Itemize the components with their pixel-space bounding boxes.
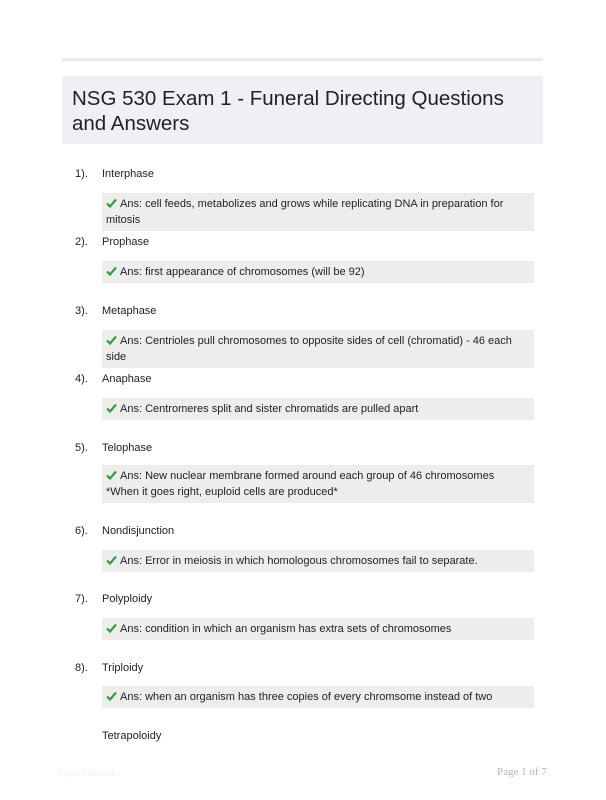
page-title: NSG 530 Exam 1 - Funeral Directing Questions and Answers [72,87,504,135]
answer-box [102,465,534,503]
question-number: 6). [75,525,88,537]
question-number: 8). [75,662,88,674]
answer-text: Ans: New nuclear membrane formed around each group of 46 chromosomes *When it goes right, euploid cells are produced* [106,470,495,498]
question-number: 4). [75,373,88,385]
check-icon [106,555,117,565]
check-icon [106,198,117,208]
check-icon [106,470,117,480]
check-icon [106,623,117,633]
title-banner [62,76,543,144]
check-icon [106,335,117,345]
answer-box [102,398,534,420]
answer-box [102,193,534,231]
question-term: Triploidy [102,662,144,674]
answer-box [102,550,534,572]
question-number: 7). [75,593,88,605]
answer-box [102,686,534,708]
page-number: Page 1 of 7 [497,766,547,778]
question-term: Anaphase [102,373,152,385]
answer-box [102,261,534,283]
question-term: Telophase [102,442,153,454]
answer-text: Ans: first appearance of chromosomes (will be 92) [120,266,365,278]
answer-text: Ans: condition in which an organism has extra sets of chromosomes [120,623,452,635]
footer-watermark: Papertrain.com [58,768,120,778]
question-term: Prophase [102,236,150,248]
question-term: Nondisjunction [102,525,175,537]
question-number: 1). [75,168,88,180]
question-number: 2). [75,236,88,248]
top-divider [62,58,543,61]
question-number: 3). [75,305,88,317]
answer-text: Ans: Centrioles pull chromosomes to opposite sides of cell (chromatid) - 46 each side [106,335,512,363]
answer-text: Ans: when an organism has three copies of every chromsome instead of two [120,691,493,703]
answer-text: Ans: cell feeds, metabolizes and grows while replicating DNA in preparation for mitosis [106,198,504,226]
question-number: 5). [75,442,88,454]
check-icon [106,403,117,413]
answer-text: Ans: Centromeres split and sister chromatids are pulled apart [120,403,419,415]
check-icon [106,266,117,276]
question-term: Interphase [102,168,154,180]
answer-text: Ans: Error in meiosis in which homologous chromosomes fail to separate. [120,555,478,567]
check-icon [106,691,117,701]
question-term: Metaphase [102,305,157,317]
answer-box [102,618,534,640]
answer-box [102,330,534,368]
question-term: Polyploidy [102,593,153,605]
question-term: Tetrapoloidy [102,730,162,742]
